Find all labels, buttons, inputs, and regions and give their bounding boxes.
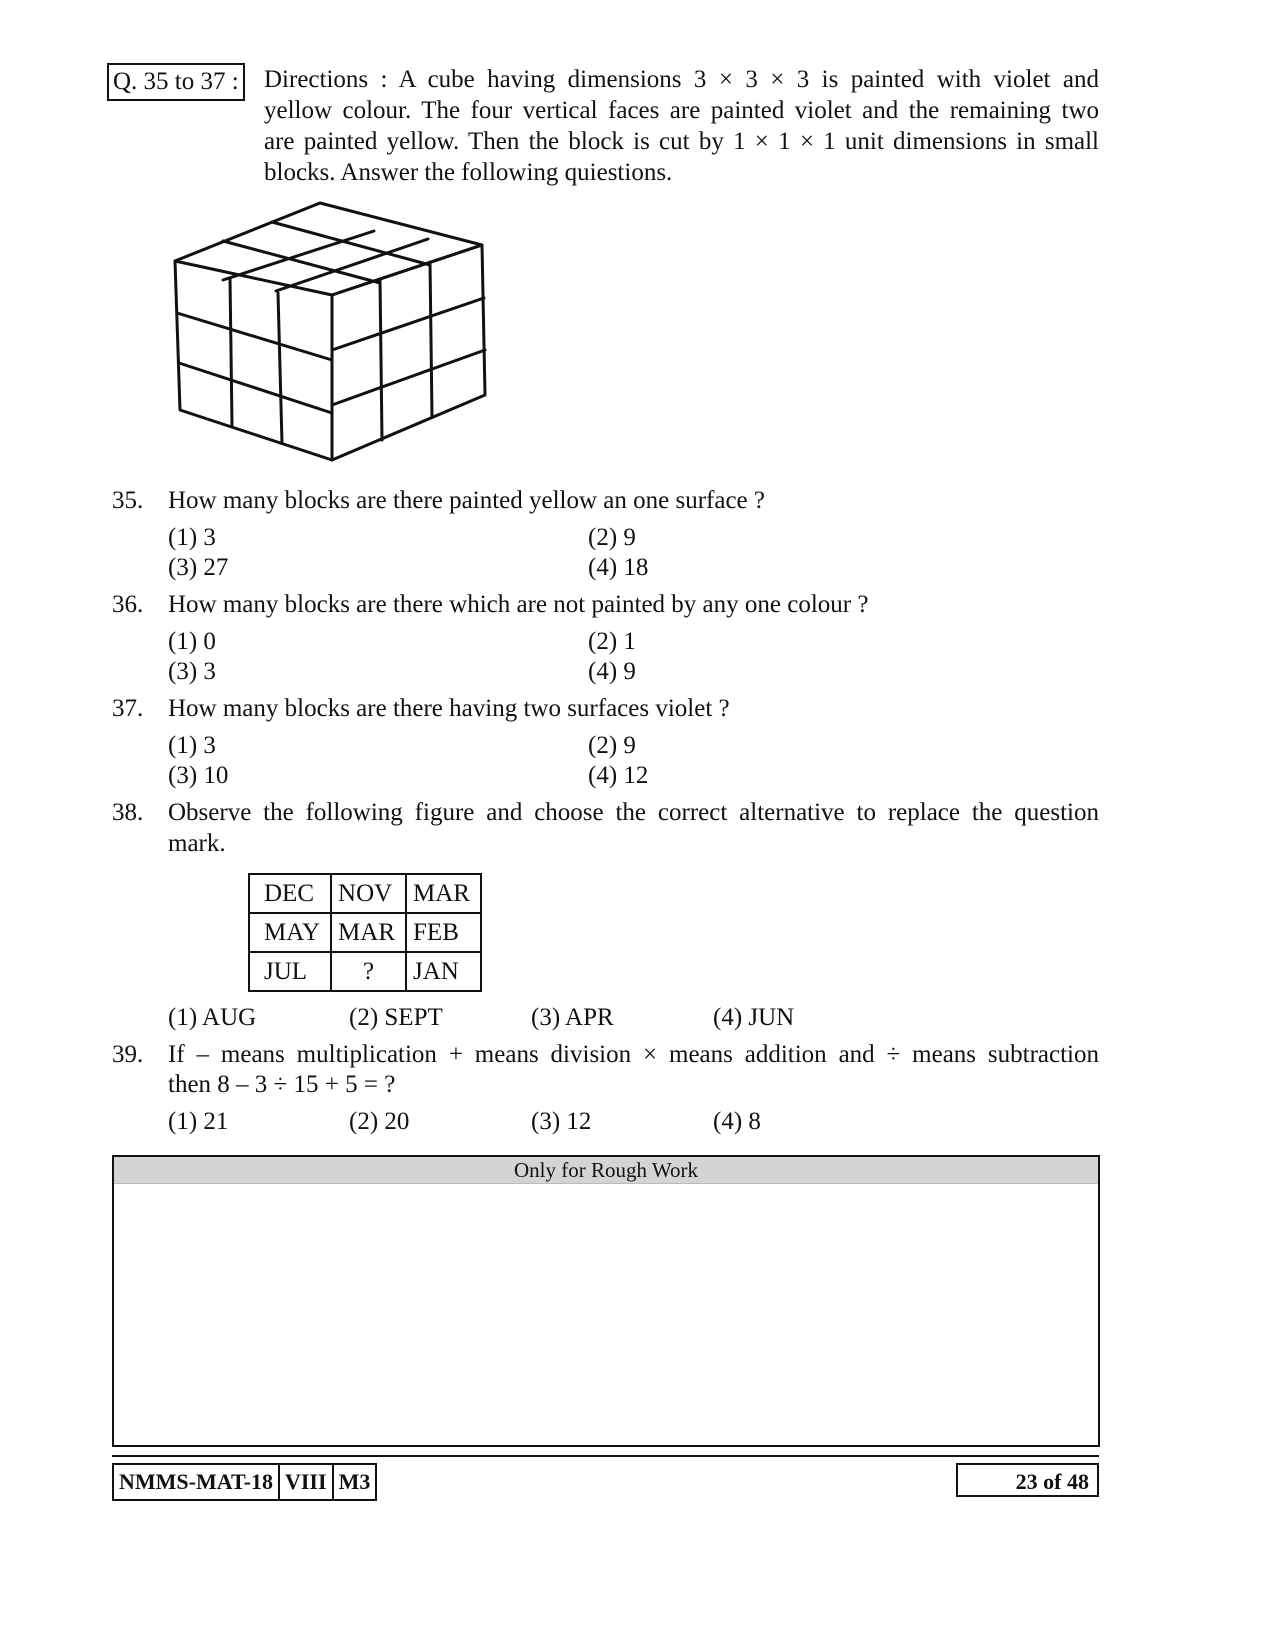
cube-figure [160, 195, 500, 475]
grid-cell: MAY [249, 913, 331, 952]
q38-option-4[interactable]: (4) JUN [713, 1004, 795, 1031]
q39-option-4[interactable]: (4) 8 [713, 1108, 761, 1135]
rough-work-label: Only for Rough Work [114, 1157, 1098, 1184]
q37-option-4[interactable]: (4) 12 [588, 762, 649, 789]
q36-option-4[interactable]: (4) 9 [588, 658, 636, 685]
grid-cell: MAR [406, 874, 481, 913]
footer-exam-code: NMMS-MAT-18 [114, 1465, 280, 1499]
q38-option-1[interactable]: (1) AUG [168, 1004, 257, 1031]
grid-cell-question-mark: ? [331, 952, 406, 991]
q39-number: 39. [112, 1041, 144, 1068]
q39-option-1[interactable]: (1) 21 [168, 1108, 229, 1135]
q38-text-line-1: Observe the following figure and choose the correct alternative to replace the question [168, 799, 1099, 826]
grid-row [249, 952, 481, 991]
q35-option-4[interactable]: (4) 18 [588, 554, 649, 581]
directions-line-3: are painted yellow. Then the block is cut by 1 × 1 × 1 unit dimensions in small [264, 128, 1099, 155]
page-number: 23 of 48 [956, 1463, 1099, 1497]
footer-code-box [112, 1463, 377, 1501]
directions-line-1: Directions : A cube having dimensions 3 × 3 × 3 is painted with violet and [264, 66, 1099, 93]
grid-row [249, 874, 481, 913]
q37-option-3[interactable]: (3) 10 [168, 762, 229, 789]
q36-number: 36. [112, 591, 144, 618]
grid-row [249, 913, 481, 952]
q39-option-2[interactable]: (2) 20 [349, 1108, 410, 1135]
q35-option-3[interactable]: (3) 27 [168, 554, 229, 581]
grid-cell: MAR [331, 913, 406, 952]
directions-line-2: yellow colour. The four vertical faces are painted violet and the remaining two [264, 97, 1099, 124]
q37-option-2[interactable]: (2) 9 [588, 732, 636, 759]
cube-top-face [175, 203, 482, 295]
q36-option-1[interactable]: (1) 0 [168, 628, 216, 655]
q37-text: How many blocks are there having two surfaces violet ? [168, 695, 730, 722]
q39-option-3[interactable]: (3) 12 [531, 1108, 592, 1135]
q38-text-line-2: mark. [168, 830, 226, 857]
footer-set: M3 [338, 1469, 371, 1494]
rough-work-box[interactable] [112, 1155, 1100, 1447]
directions-line-4: blocks. Answer the following quiestions. [264, 159, 673, 186]
q35-option-1[interactable]: (1) 3 [168, 524, 216, 551]
q35-text: How many blocks are there painted yellow an one surface ? [168, 487, 765, 514]
footer-rule [112, 1455, 1099, 1457]
q38-number: 38. [112, 799, 144, 826]
q37-number: 37. [112, 695, 144, 722]
footer-class: VIII [280, 1465, 334, 1499]
q36-text: How many blocks are there which are not painted by any one colour ? [168, 591, 869, 618]
grid-cell: FEB [406, 913, 481, 952]
q38-option-3[interactable]: (3) APR [531, 1004, 614, 1031]
q36-option-2[interactable]: (2) 1 [588, 628, 636, 655]
q35-option-2[interactable]: (2) 9 [588, 524, 636, 551]
grid-cell: JUL [249, 952, 331, 991]
q36-option-3[interactable]: (3) 3 [168, 658, 216, 685]
month-grid [248, 873, 482, 992]
q37-option-1[interactable]: (1) 3 [168, 732, 216, 759]
q38-option-2[interactable]: (2) SEPT [349, 1004, 443, 1031]
q39-text-line-2: then 8 – 3 ÷ 15 + 5 = ? [168, 1071, 396, 1098]
grid-cell: DEC [249, 874, 331, 913]
grid-cell: JAN [406, 952, 481, 991]
q35-number: 35. [112, 487, 144, 514]
question-range-label: Q. 35 to 37 : [107, 63, 245, 101]
q39-text-line-1: If – means multiplication + means division × means addition and ÷ means subtraction [168, 1041, 1099, 1068]
grid-cell: NOV [331, 874, 406, 913]
